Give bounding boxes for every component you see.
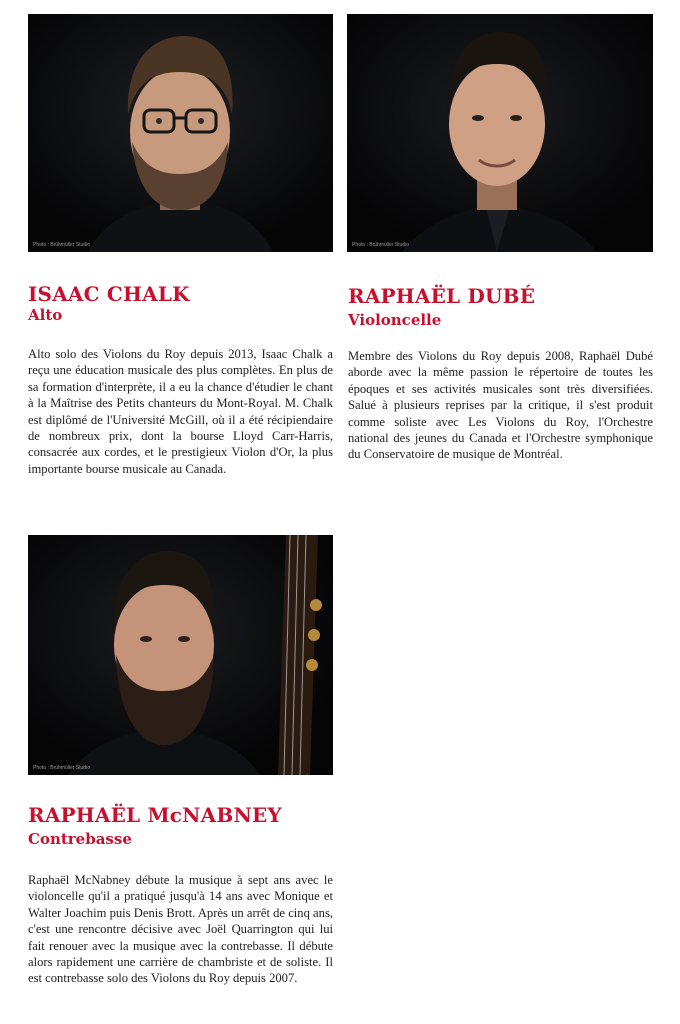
musician-bio: Alto solo des Violons du Roy depuis 2013, Isaac Chalk a reçu une éducation musicale des plus complètes. En plus de sa formation d'interprète, il a eu la chance d'étudier le chant à la Maîtrise des Petits chanteurs du Mont-Royal. M. Chalk est diplômé de l'Université McGill, où il a été récipiendaire de nombreux prix, dont la bourse Lloyd Carr-Harris, consacrée aux cordes, et le prestigieux Violon d'Or, la plus importante bourse musicale au Canada. <box>28 347 333 476</box>
musician-name: RAPHAËL McNABNEY <box>28 803 282 827</box>
portrait-photo <box>28 535 333 775</box>
musician-name: RAPHAËL DUBÉ <box>348 284 536 308</box>
musician-card-isaac-chalk <box>0 0 340 530</box>
photo-credit: Photo : Brühmüller Studio <box>352 242 409 248</box>
portrait-photo <box>347 14 653 252</box>
photo-credit: Photo : Brühmüller Studio <box>33 242 90 248</box>
portrait-photo <box>28 14 333 252</box>
musician-name: ISAAC CHALK <box>28 282 190 306</box>
musician-card-raphael-dube <box>340 0 680 530</box>
musician-instrument: Alto <box>28 306 63 324</box>
musician-bio: Membre des Violons du Roy depuis 2008, Raphaël Dubé aborde avec la même passion le répertoire de toutes les époques et ses activités musicales sont très diversifiées. Salué à plusieurs reprises par la critique, il s'est produit comme soliste avec Les Violons du Roy, l'Orchestre national des jeunes du Canada et l'Orchestre symphonique du Conservatoire de musique de Montréal. <box>348 349 653 462</box>
musician-bio: Raphaël McNabney débute la musique à sept ans avec le violoncelle qu'il a pratiqué jusqu'à 14 ans avec Monique et Walter Joachim puis Denis Brott. Après un arrêt de cinq ans, c'est une rencontre décisive avec Joël Quarrington qui lui fait renouer avec la musique avec la contrebasse. Il débute alors rapidement une carrière de chambriste et de soliste. Il est contrebasse solo des Violons du Roy depuis 2007. <box>28 873 333 986</box>
portrait-illustration <box>28 535 333 775</box>
musician-instrument: Violoncelle <box>348 311 442 329</box>
musician-card-raphael-mcnabney <box>0 530 340 1024</box>
portrait-illustration <box>28 14 333 252</box>
musician-instrument: Contrebasse <box>28 830 132 848</box>
portrait-illustration <box>347 14 653 252</box>
photo-credit: Photo : Brühmüller Studio <box>33 765 90 771</box>
